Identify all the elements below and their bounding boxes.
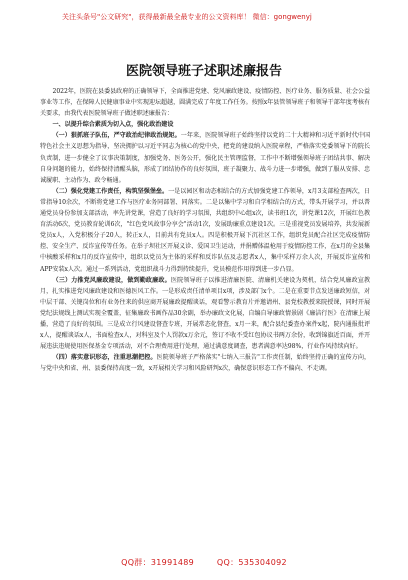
paragraph-4 [40, 352, 370, 374]
report-title: 医院领导班子述职述廉报告 [125, 64, 282, 79]
paragraph-3-lead: （三）力推党风廉政建设，做到勤政廉政。 [52, 276, 171, 284]
paragraph-1 [40, 130, 370, 185]
qq-contact-label: QQ：535304092 [216, 558, 287, 567]
paragraph-2 [40, 186, 370, 275]
promo-banner: 关注头条号"公文研究"，获得最新最全最专业的公文资料库！ 微信：gongwenyj [62, 13, 312, 21]
paragraph-4-lead: （四）落实意识形态，注重思潮把控。 [52, 354, 157, 362]
paragraph-4-text: 医院领导班子严格落实"七纳入三报告"工作责任制，始终坚持正确的宣传方向，与党中央和省、州、县委保持高度一致，x开展相关学习和风险研判x次，确保意识形态工作不偏向、不走调。 [40, 354, 370, 373]
contact-footer [0, 557, 408, 568]
paragraph-2-text: 一是以园区和动态相结合的方式加强党建工作领导，x月3支部检查两次，日常指导10余次，不断将党建工作与医疗业务同部署、同落实。二是以集中学习和自学相结合的方式，带头开展学习，并以普通党员身份参加支部活动，率先讲党课，营造了良好的学习氛围，共组织中心组x次，读书班1次，讲党课12次，开展红色教育活动6次，党员教育轮训6次，"红色党风故事分享会"活动1次，发展助廉重点建设1次。三是重视党员发展培养，共发展新党员x人，入党积极分子20人，转正x人，目前共有党员x人。四是积极开展下沉社区工作，组织党员配合社区完成疫情防控、安全生产、反诈宣传等任务。在举子坝社区开展义诊、爱国卫生运动，并捐赠体温枪用于疫情防控工作，在x月的全县集中核酸采样和x月的反诈宣传中，组织以党员为主体的采样和反诈队伍及志愿者x人，集中采样万余人次，开展反诈宣传和APP安装x人次。通过一系列活动，党组织战斗力得到持续提升，党员模范作用得到进一步凸显。 [40, 187, 370, 273]
section-heading: 一、以提升综合素质为切入点，强化政治建设 [52, 121, 174, 129]
intro-paragraph: 2022年，医院在县委县政府的正确领导下，全面推进党建、党风廉政建设、疫情防控、医疗业务、服务质量、社会公益事业等工作，在保障人民健康事业中实现迎坛超越，圆满完成了年度工作任务。按照x年县管领导班子和领导干部年度考核有关要求，由我代表医院领导班子做述职述廉报告： [40, 88, 370, 118]
paragraph-1-text: 一年来，医院领导班子始终坚持以党的二十大精神和习近平新时代中国特色社会主义思想为指导，坚决拥护以习近平同志为核心的党中央，把党的建设纳入医院章程，严格落实党委领导下的院长负责制，进一步健全了议事决策制度，加强党务、医务公开，强化民主管理监督，工作中不断增强领导班子团结共事、解决自身问题的能力，始终保持清醒头脑，形成了团结协作的良好氛围，班子凝聚力、战斗力进一步增强，做到了服从安排、忠诚履职、主动作为、政令畅通。 [40, 132, 370, 184]
paragraph-2-lead: （二）强化党建工作责任，构筑坚强堡垒。 [52, 187, 169, 195]
paragraph-3 [40, 275, 370, 353]
paragraph-3-text: 医院领导班子以推进清廉医院、清廉机关建设为契机，结合党风廉政宣教月，扎实推进党风廉政建设和医德医风工作。一是形成责任清单项目x项，涉及部门x个。二是在重要节点发送廉政短信，对中层干部、关键岗位和有业务往来的供应商开展廉政提醒谈话，观看警示教育片并邀请州、县党校教授来院授课，同时开展党纪法规线上测试实现全覆盖，征集廉政书画作品30余副，举办廉政文化展，自编自导廉政情景剧《廉洁行医》在清廉上展播，营造了良好的氛围。三是成立行风建设督查专班，开展常态化督查，x月一来，配合县纪委查办案件x起，院内通报批评x人，提醒谈话x人，书面检查x人，对科室及个人罚款x万余元，签订不收不受红包协议书两万余份，收到锦旗近百面，并开展违法违规使用医保基金专项活动，对不合理费用进行处理，通过满意度调查，患者满意率达98%，行业作风持续向好。 [40, 276, 370, 351]
qq-group-label: QQ群：31991489 [121, 558, 195, 567]
paragraph-1-lead: （一）狠抓班子队伍，严守政治纪律政治规矩。 [52, 132, 181, 140]
report-body [40, 86, 370, 538]
